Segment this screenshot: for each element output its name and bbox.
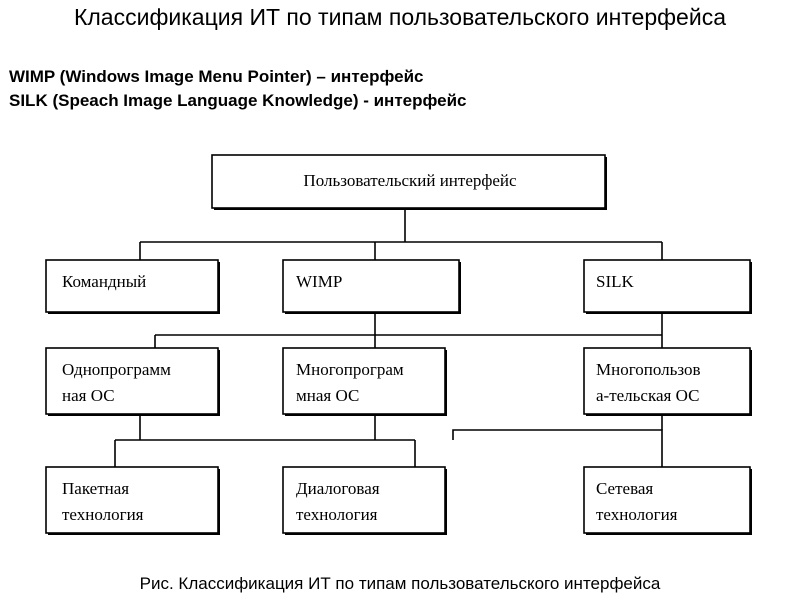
page-title: Классификация ИТ по типам пользовательского интерфейса xyxy=(73,4,726,30)
node-multi-user-os-line2: а-тельская ОС xyxy=(596,386,700,405)
node-command xyxy=(46,260,220,314)
node-multi-program-os-line1: Многопрограм xyxy=(296,360,404,379)
figure-caption: Рис. Классификация ИТ по типам пользовательского интерфейса xyxy=(139,574,661,593)
node-command-label: Командный xyxy=(62,272,147,291)
node-silk-label: SILK xyxy=(596,272,634,291)
node-wimp-label: WIMP xyxy=(296,272,343,291)
subtitle-line-silk: SILK (Speach Image Language Knowledge) - интерфейс xyxy=(9,91,467,110)
node-batch-technology-line2: технология xyxy=(62,505,144,524)
node-network-technology-line2: технология xyxy=(596,505,678,524)
node-multi-program-os-line2: мная ОС xyxy=(296,386,360,405)
node-single-program-os-line1: Однопрограмм xyxy=(62,360,171,379)
node-network-technology-line1: Сетевая xyxy=(596,479,654,498)
node-wimp xyxy=(283,260,461,314)
root-node xyxy=(212,155,607,210)
root-label: Пользовательский интерфейс xyxy=(303,171,517,190)
node-batch-technology xyxy=(46,467,220,535)
node-dialog-technology xyxy=(283,467,447,535)
node-single-program-os xyxy=(46,348,220,416)
node-silk xyxy=(584,260,752,314)
node-network-technology xyxy=(584,467,752,535)
node-dialog-technology-line1: Диалоговая xyxy=(296,479,380,498)
node-multi-user-os-line1: Многопользов xyxy=(596,360,701,379)
node-multi-user-os xyxy=(584,348,752,416)
connector-to-network xyxy=(453,430,662,467)
node-batch-technology-line1: Пакетная xyxy=(62,479,130,498)
subtitle-line-wimp: WIMP (Windows Image Menu Pointer) – интерфейс xyxy=(9,67,424,86)
node-multi-program-os xyxy=(283,348,447,416)
node-single-program-os-line2: ная ОС xyxy=(62,386,115,405)
node-dialog-technology-line2: технология xyxy=(296,505,378,524)
connectors xyxy=(115,208,662,467)
